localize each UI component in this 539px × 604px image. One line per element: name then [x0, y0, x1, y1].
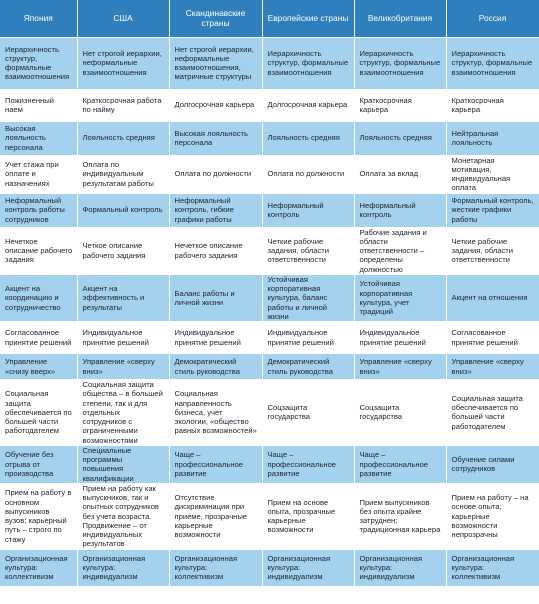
cell-europe: Четкие рабочие задания, области ответственности [262, 227, 354, 274]
cell-japan: Иерархичность структур, формальные взаимоотношения [0, 37, 77, 89]
cell-scandinavia: Чаще – профессиональное развитие [169, 445, 262, 483]
cell-scandinavia: Нечеткое описание рабочего задания [169, 227, 262, 274]
cell-japan: Пожизненный наем [0, 89, 77, 121]
cell-uk: Чаще – профессиональное развитие [354, 445, 446, 483]
cell-japan: Учет стажа при оплате и назначениях [0, 155, 77, 193]
cell-europe: Соцзащита государства [262, 380, 354, 446]
cell-japan: Высокая лояльность персонала [0, 121, 77, 155]
cell-scandinavia: Социальная направленность бизнеса, учет экологии, «общество равных возможностей» [169, 380, 262, 446]
table-row [0, 89, 539, 121]
cell-usa: Организационная культура: индивидуализм [77, 549, 169, 586]
cell-japan: Организационная культура: коллективизм [0, 549, 77, 586]
cell-usa: Индивидуальное принятие решений [77, 322, 169, 354]
cell-uk: Управление «сверху вниз» [354, 354, 446, 380]
cell-scandinavia: Баланс работы и личной жизни [169, 274, 262, 321]
cell-europe: Лояльность средняя [262, 121, 354, 155]
cell-usa: Лояльность средняя [77, 121, 169, 155]
cell-uk: Индивидуальное принятие решений [354, 322, 446, 354]
cell-scandinavia: Демократический стиль руководства [169, 354, 262, 380]
cell-europe: Демократический стиль руководства [262, 354, 354, 380]
header-cell-scandinavia: Скандинавские страны [169, 0, 262, 37]
cell-japan: Согласованное принятие решений [0, 322, 77, 354]
cell-russia: Формальный контроль, жесткие графики работы [446, 193, 539, 227]
cell-russia: Четкие рабочие задания, области ответственности [446, 227, 539, 274]
cell-japan: Неформальный контроль работы сотрудников [0, 193, 77, 227]
header-cell-japan: Япония [0, 0, 77, 37]
cell-scandinavia: Долгосрочная карьера [169, 89, 262, 121]
cell-uk: Рабочие задания и области ответственности – определены должностью [354, 227, 446, 274]
cell-scandinavia: Нет строгой иерархии, неформальные взаимоотношения, матричные структуры [169, 37, 262, 89]
table-row [0, 274, 539, 321]
cell-japan: Социальная защита обеспечивается по большей части работодателем [0, 380, 77, 446]
cell-japan: Обучение без отрыва от производства [0, 445, 77, 483]
table-body [0, 37, 539, 586]
cell-japan: Прием на работу в основном выпускников вузов; карьерный путь – строго по стажу [0, 483, 77, 549]
cell-uk: Иерархичность структур, формальные взаимоотношения [354, 37, 446, 89]
cell-uk: Лояльность средняя [354, 121, 446, 155]
cell-europe: Иерархичность структур, формальные взаимоотношения [262, 37, 354, 89]
cell-japan: Управление «снизу вверх» [0, 354, 77, 380]
cell-usa: Краткосрочная работа по найму [77, 89, 169, 121]
cell-uk: Организационная культура: индивидуализм [354, 549, 446, 586]
cell-russia: Обучение силами сотрудников [446, 445, 539, 483]
table-row [0, 380, 539, 446]
cell-russia: Монетарная мотивация, индивидуальная оплата [446, 155, 539, 193]
header-cell-europe: Европейские страны [262, 0, 354, 37]
cell-usa: Управление «сверху вниз» [77, 354, 169, 380]
table-row [0, 322, 539, 354]
cell-japan: Нечеткое описание рабочего задания [0, 227, 77, 274]
cell-usa: Формальный контроль [77, 193, 169, 227]
header-cell-uk: Великобритания [354, 0, 446, 37]
cell-uk: Краткосрочная карьера [354, 89, 446, 121]
cell-usa: Оплата по индивидуальным результатам работы [77, 155, 169, 193]
cell-europe: Неформальный контроль [262, 193, 354, 227]
cell-europe: Оплата по должности [262, 155, 354, 193]
cell-usa: Специальные программы повышения квалификации [77, 445, 169, 483]
cell-usa: Акцент на эффективность и результаты [77, 274, 169, 321]
cell-europe: Чаще – профессиональное развитие [262, 445, 354, 483]
cell-scandinavia: Неформальный контроль, гибкие графики работы [169, 193, 262, 227]
cell-uk: Соцзащита государства [354, 380, 446, 446]
cell-russia: Нейтральная лояльность [446, 121, 539, 155]
cell-scandinavia: Отсутствие дискриминации при приеме, прозрачные карьерные возможности [169, 483, 262, 549]
table-row [0, 193, 539, 227]
cell-scandinavia: Оплата по должности [169, 155, 262, 193]
cell-usa: Прием на работу как выпускников, так и опытных сотрудников без учета возраста. Продвижение – от индивидуальных результатов [77, 483, 169, 549]
cell-europe: Устойчивая корпоративная культура, баланс работы и личной жизни [262, 274, 354, 321]
cell-scandinavia: Организационная культура: коллективизм [169, 549, 262, 586]
cell-europe: Долгосрочная карьера [262, 89, 354, 121]
cell-europe: Прием на основе опыта, прозрачные карьерные возможности [262, 483, 354, 549]
cell-japan: Акцент на координацию и сотрудничество [0, 274, 77, 321]
table-row [0, 227, 539, 274]
cell-russia: Прием на работу – на основе опыта; карьерные возможности непрозрачны [446, 483, 539, 549]
header-cell-usa: США [77, 0, 169, 37]
cell-scandinavia: Индивидуальное принятие решений [169, 322, 262, 354]
cell-uk: Оплата за вклад [354, 155, 446, 193]
table-row [0, 155, 539, 193]
cell-usa: Четкое описание рабочего задания [77, 227, 169, 274]
cell-europe: Индивидуальное принятие решений [262, 322, 354, 354]
cell-russia: Согласованное принятие решений [446, 322, 539, 354]
table-row [0, 445, 539, 483]
cell-uk: Устойчивая корпоративная культура, учет традиций [354, 274, 446, 321]
cell-usa: Нет строгой иерархии, неформальные взаимоотношения [77, 37, 169, 89]
header-cell-russia: Россия [446, 0, 539, 37]
table-row [0, 549, 539, 586]
cell-russia: Акцент на отношения [446, 274, 539, 321]
table-row [0, 483, 539, 549]
cell-russia: Социальная защита обеспечивается по большей части работодателем [446, 380, 539, 446]
cell-uk: Прием выпускников без опыта крайне затруднен; традиционная карьера [354, 483, 446, 549]
cell-uk: Неформальный контроль [354, 193, 446, 227]
table-row [0, 37, 539, 89]
cell-russia: Управление «сверху вниз» [446, 354, 539, 380]
cell-usa: Социальная защита общества – в большей степени, так и для отдельных сотрудников с ограниченными возможностями [77, 380, 169, 446]
header-row [0, 0, 539, 37]
cell-europe: Организационная культура: индивидуализм [262, 549, 354, 586]
table-row [0, 121, 539, 155]
cell-russia: Иерархичность структур, формальные взаимоотношения [446, 37, 539, 89]
cell-scandinavia: Высокая лояльность персонала [169, 121, 262, 155]
cell-russia: Краткосрочная карьера [446, 89, 539, 121]
table-row [0, 354, 539, 380]
cell-russia: Организационная культура: коллективизм [446, 549, 539, 586]
